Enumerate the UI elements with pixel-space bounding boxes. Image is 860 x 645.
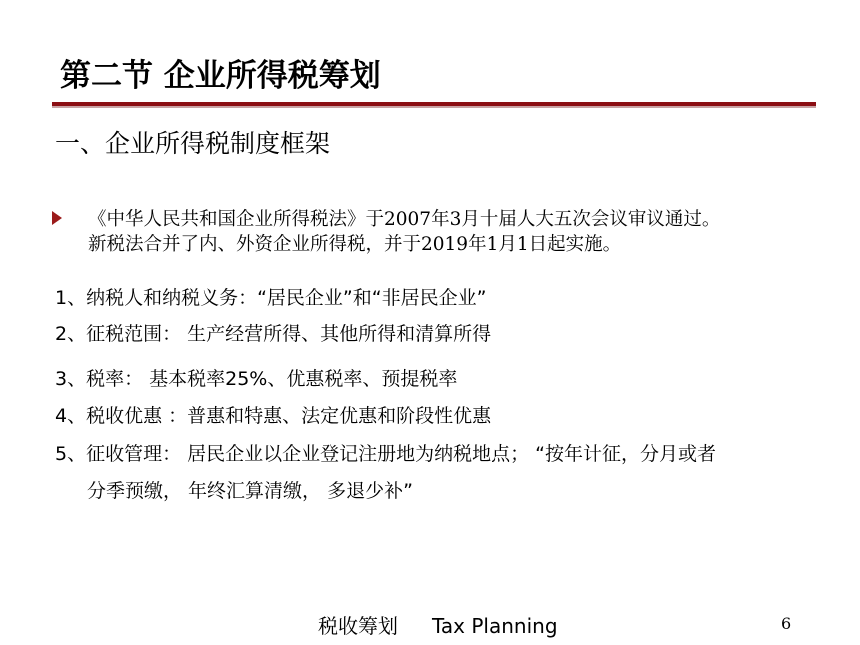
page-number: 6 xyxy=(781,614,792,633)
section-subtitle: 一、企业所得税制度框架 xyxy=(55,129,331,158)
list-item-1: 1、纳税人和纳税义务：“居民企业”和“非居民企业” xyxy=(55,287,487,309)
footer-course-en: Tax Planning xyxy=(432,614,558,638)
footer-course-title xyxy=(318,610,558,639)
arrow-bullet-icon xyxy=(52,211,62,225)
footer-course-cn: 税收筹划 xyxy=(318,614,398,638)
title-divider-shadow xyxy=(52,106,816,108)
list-item-4: 4、税收优惠 ：普惠和特惠、法定优惠和阶段性优惠 xyxy=(55,405,492,427)
bullet-line-1: 《中华人民共和国企业所得税法》于2007年3月十届人大五次会议审议通过。 xyxy=(88,209,721,230)
bullet-line-2: 新税法合并了内、外资企业所得税，并于2019年1月1日起实施。 xyxy=(88,234,622,255)
slide-title: 第二节 企业所得税筹划 xyxy=(60,58,381,94)
list-item-5: 5、征收管理： 居民企业以企业登记注册地为纳税地点； “按年计征，分月或者 xyxy=(55,443,717,465)
list-item-3: 3、税率： 基本税率25%、优惠税率、预提税率 xyxy=(55,368,458,390)
list-item-2: 2、征税范围： 生产经营所得、其他所得和清算所得 xyxy=(55,323,492,345)
list-item-5-continued: 分季预缴， 年终汇算清缴， 多退少补” xyxy=(87,480,413,502)
